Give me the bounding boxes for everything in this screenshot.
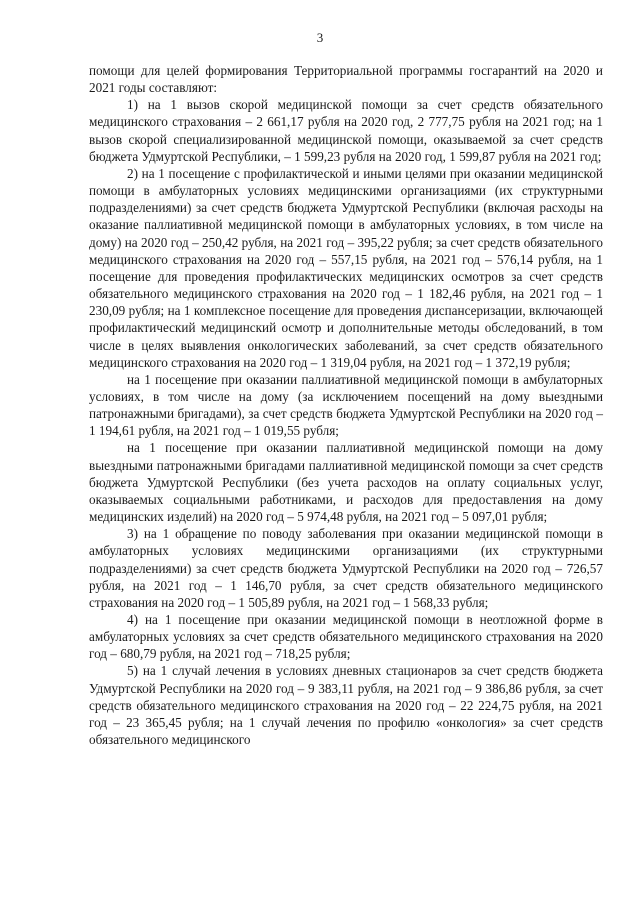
paragraph-item-5: 5) на 1 случай лечения в условиях дневных стационаров за счет средств бюджета Удмуртской Республики на 2020 год – 9 383,11 рубля, на 2021 год – 9 386,86 рубля, за счет средств обязательного медицинского страхования на 2020 год – 22 224,75 рубля, на 2021 год – 23 365,45 рубля; на 1 случай лечения по профилю «онкология» за счет средств обязательного медицинского <box>89 663 603 748</box>
paragraph-palliative-teams: на 1 посещение при оказании паллиативной медицинской помощи на дому выездными патронажными бригадами паллиативной медицинской помощи за счет средств бюджета Удмуртской Республики (без учета расходов на оплату социальных услуг, оказываемых социальными работниками, и расходов для предоставления на дому медицинских изделий) на 2020 год – 5 974,48 рубля, на 2021 год – 5 097,01 рубля; <box>89 440 603 525</box>
document-body <box>89 62 603 748</box>
paragraph-intro: помощи для целей формирования Территориальной программы госгарантий на 2020 и 2021 годы составляют: <box>89 63 603 96</box>
paragraph-item-4: 4) на 1 посещение при оказании медицинской помощи в неотложной форме в амбулаторных условиях за счет средств обязательного медицинского страхования на 2020 год – 680,79 рубля, на 2021 год – 718,25 рубля; <box>89 612 603 662</box>
paragraph-item-2: 2) на 1 посещение с профилактической и иными целями при оказании медицинской помощи в амбулаторных условиях медицинскими организациями (их структурными подразделениями) за счет средств бюджета Удмуртской Республики (включая расходы на оказание паллиативной медицинской помощи в амбулаторных условиях, в том числе на дому) на 2020 год – 250,42 рубля, на 2021 год – 395,22 рубля; за счет средств обязательного медицинского страхования на 2020 год – 557,15 рубля, на 2021 год – 576,14 рубля, на 1 посещение для проведения профилактических медицинских осмотров за счет средств обязательного медицинского страхования на 2020 год – 1 182,46 рубля, на 2021 год – 1 230,09 рубля; на 1 комплексное посещение для проведения диспансеризации, включающей профилактический медицинский осмотр и дополнительные методы обследований, в том числе в целях выявления онкологических заболеваний, за счет средств обязательного медицинского страхования на 2020 год – 1 319,04 рубля, на 2021 год – 1 372,19 рубля; <box>89 165 603 370</box>
paragraph-item-1: 1) на 1 вызов скорой медицинской помощи за счет средств обязательного медицинского страхования – 2 661,17 рубля на 2020 год, 2 777,75 рубля на 2021 год; на 1 вызов скорой специализированной медицинской помощи, оказываемой за счет средств бюджета Удмуртской Республики, – 1 599,23 рубля на 2020 год, 1 599,87 рубля на 2021 год; <box>89 97 603 164</box>
paragraph-palliative-home: на 1 посещение при оказании паллиативной медицинской помощи в амбулаторных условиях, в том числе на дому (за исключением посещений на дому выездными патронажными бригадами), за счет средств бюджета Удмуртской Республики на 2020 год – 1 194,61 рубля, на 2021 год – 1 019,55 рубля; <box>89 371 603 439</box>
page-number: 3 <box>316 30 324 45</box>
paragraph-item-3: 3) на 1 обращение по поводу заболевания при оказании медицинской помощи в амбулаторных условиях медицинскими организациями (их структурными подразделениями) за счет средств бюджета Удмуртской Республики на 2020 год – 726,57 рубля, на 2021 год – 1 146,70 рубля, за счет средств обязательного медицинского страхования на 2020 год – 1 505,89 рубля, на 2021 год – 1 568,33 рубля; <box>89 526 603 610</box>
